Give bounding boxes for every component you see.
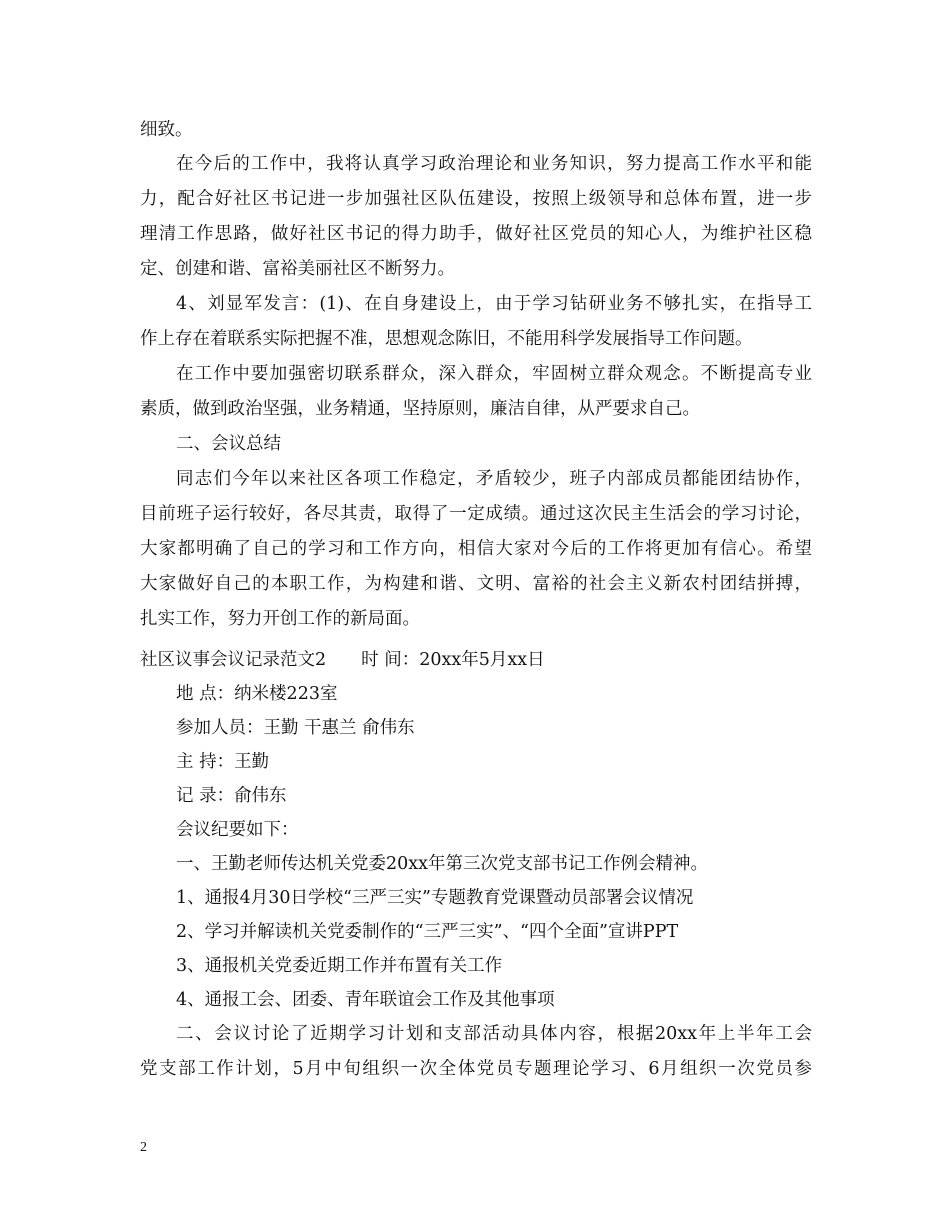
list-item: 3、通报机关党委近期工作并布置有关工作	[176, 956, 503, 976]
paragraph-line: 在工作中要加强密切联系群众，深入群众，牢固树立群众观念。不断提高专业	[176, 364, 812, 384]
section-heading: 二、会议总结	[176, 434, 281, 454]
paragraph-line: 4、刘显军发言：(1)、在自身建设上，由于学习钻研业务不够扎实，在指导工	[176, 294, 812, 314]
paragraph-line: 扎实工作，努力开创工作的新局面。	[140, 609, 420, 629]
paragraph-line: 素质，做到政治坚强，业务精通，坚持原则，廉洁自律，从严要求自己。	[140, 399, 700, 419]
meeting-location: 地 点：纳米楼223室	[176, 684, 338, 704]
meeting-attendees: 参加人员：王勤 干惠兰 俞伟东	[176, 718, 415, 738]
paragraph-line: 党支部工作计划，5月中旬组织一次全体党员专题理论学习、6月组织一次党员参	[140, 1059, 812, 1079]
paragraph-line: 目前班子运行较好，各尽其责，取得了一定成绩。通过这次民主生活会的学习讨论，	[140, 504, 812, 524]
paragraph-line: 在今后的工作中，我将认真学习政治理论和业务知识，努力提高工作水平和能	[176, 154, 812, 174]
list-item: 一、王勤老师传达机关党委20xx年第三次党支部书记工作例会精神。	[176, 854, 709, 874]
paragraph-line: 作上存在着联系实际把握不准，思想观念陈旧，不能用科学发展指导工作问题。	[140, 329, 753, 349]
paragraph-line: 同志们今年以来社区各项工作稳定，矛盾较少，班子内部成员都能团结协作，	[176, 469, 812, 489]
paragraph-line: 力，配合好社区书记进一步加强社区队伍建设，按照上级领导和总体布置，进一步	[140, 189, 812, 209]
paragraph-line: 大家做好自己的本职工作，为构建和谐、文明、富裕的社会主义新农村团结拼搏，	[140, 574, 812, 594]
paragraph-line: 二、会议讨论了近期学习计划和支部活动具体内容，根据20xx年上半年工会	[176, 1024, 812, 1044]
document-title-line: 社区议事会议记录范文2 时 间：20xx年5月xx日	[140, 650, 545, 670]
paragraph-line: 理清工作思路，做好社区书记的得力助手，做好社区党员的知心人，为维护社区稳	[140, 224, 812, 244]
minutes-heading: 会议纪要如下：	[176, 820, 299, 840]
meeting-host: 主 持：王勤	[176, 752, 270, 772]
paragraph-line: 大家都明确了自己的学习和工作方向，相信大家对今后的工作将更加有信心。希望	[140, 539, 812, 559]
list-item: 4、通报工会、团委、青年联谊会工作及其他事项	[176, 990, 555, 1010]
paragraph-line: 定、创建和谐、富裕美丽社区不断努力。	[140, 259, 455, 279]
paragraph-line: 细致。	[140, 120, 193, 140]
page-number: 2	[140, 1140, 147, 1155]
list-item: 1、通报4月30日学校“三严三实”专题教育党课暨动员部署会议情况	[176, 888, 694, 908]
meeting-recorder: 记 录：俞伟东	[176, 786, 287, 806]
list-item: 2、学习并解读机关党委制作的“三严三实”、“四个全面”宣讲PPT	[176, 922, 679, 942]
